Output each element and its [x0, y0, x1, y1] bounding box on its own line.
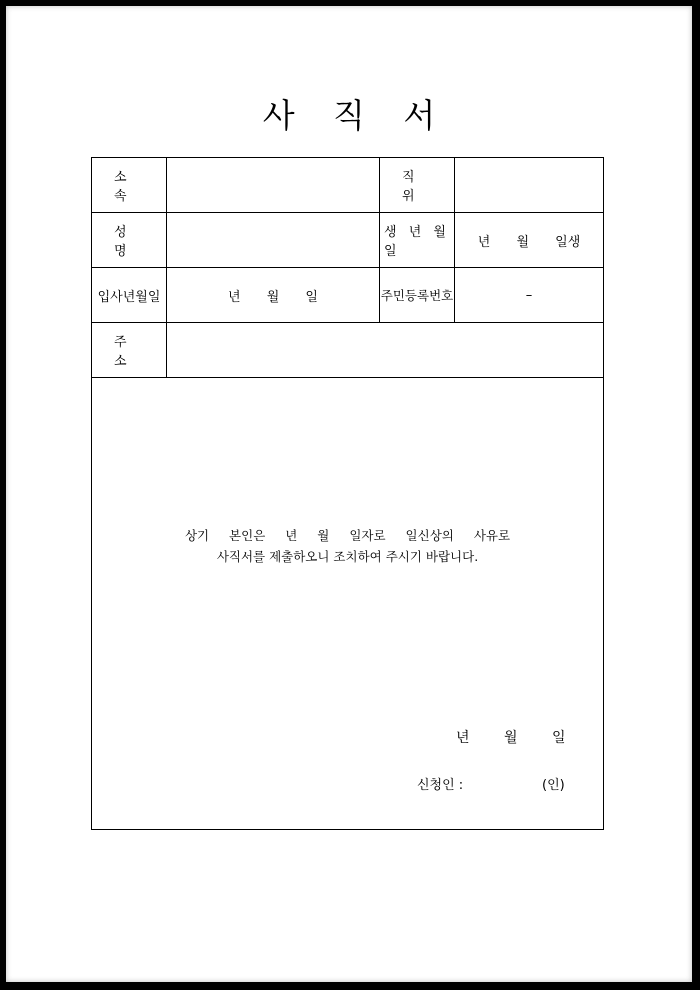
- field-address[interactable]: [167, 323, 603, 377]
- document-title: 사 직 서: [262, 96, 450, 135]
- row-address: [92, 323, 603, 378]
- field-resident-number[interactable]: –: [525, 287, 533, 303]
- row-name: [92, 213, 603, 268]
- label-hire-date: 입사년월일: [92, 268, 167, 322]
- row-hire-date: [92, 268, 603, 323]
- statement-line-2: 사직서를 제출하오니 조치하여 주시기 바랍니다.: [216, 549, 479, 564]
- label-name: 성 명: [92, 213, 167, 267]
- label-position: 직 위: [380, 158, 455, 212]
- field-hire-date[interactable]: 년 월 일: [167, 268, 380, 322]
- applicant-label: 신청인 :: [417, 778, 464, 793]
- seal-mark: (인): [542, 778, 565, 793]
- label-department: 소 속: [92, 158, 167, 212]
- document-page: [6, 6, 692, 982]
- label-resident-number: 주민등록번호: [380, 268, 455, 322]
- label-birthdate: 생 년 월 일: [380, 213, 455, 267]
- applicant-line: [417, 774, 565, 793]
- field-birthdate[interactable]: 년 월 일생: [477, 234, 581, 250]
- field-name[interactable]: [167, 213, 380, 267]
- field-department[interactable]: [167, 158, 380, 212]
- label-address: 주 소: [92, 323, 167, 377]
- resignation-form: [91, 157, 604, 830]
- row-department: [92, 158, 603, 213]
- signature-date: 년 월 일: [456, 730, 566, 746]
- field-position[interactable]: [455, 158, 603, 212]
- statement-line-1: 상기 본인은 년 월 일자로 일신상의 사유로: [184, 528, 511, 543]
